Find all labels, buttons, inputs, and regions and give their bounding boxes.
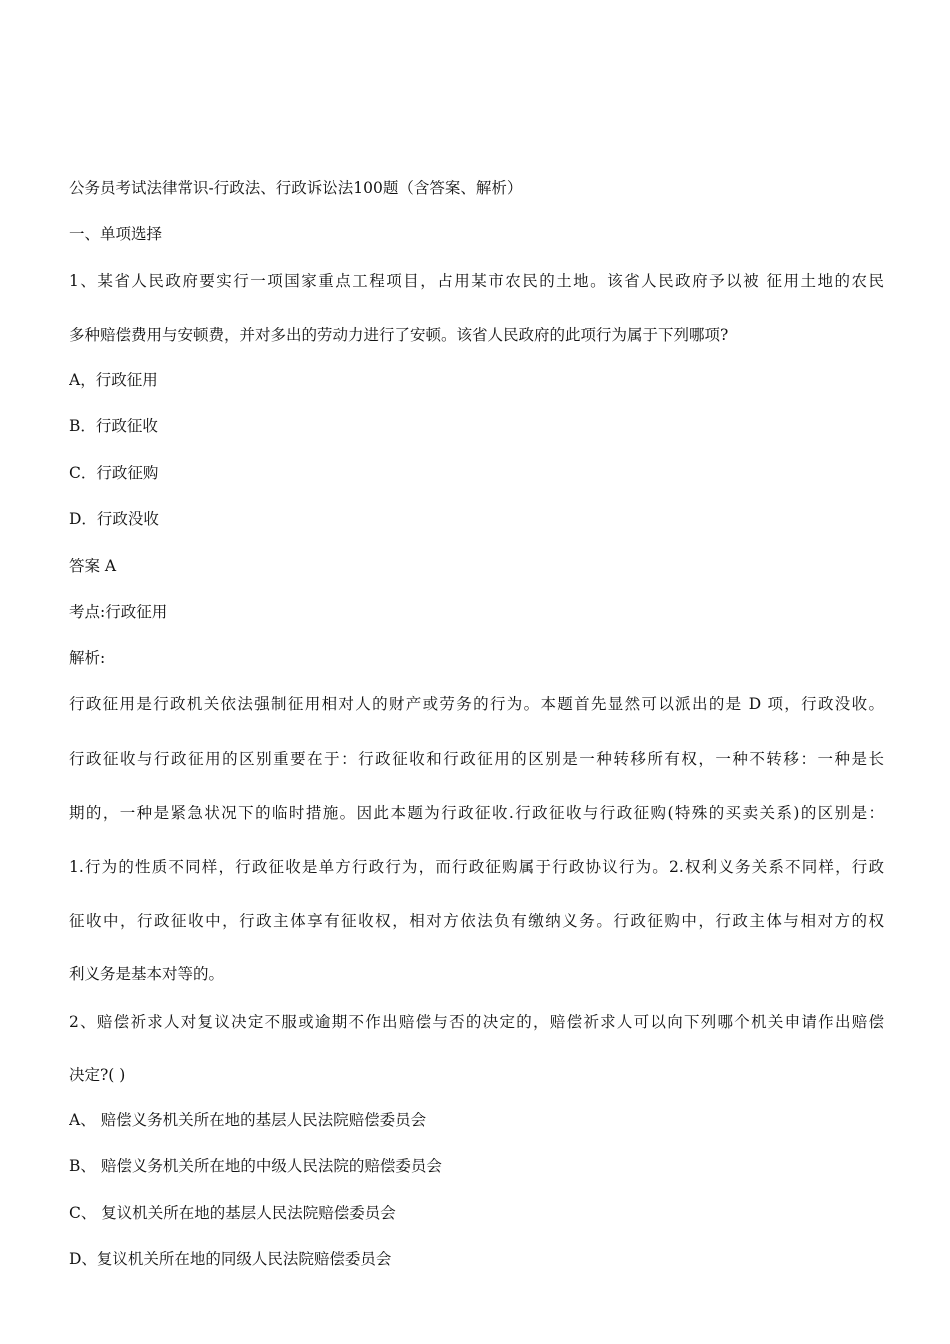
document-title: 公务员考试法律常识-行政法、行政诉讼法100题（含答案、解析）	[69, 179, 523, 197]
question-2-option-c: C、 复议机关所在地的基层人民法院赔偿委员会	[69, 1204, 396, 1222]
question-1-analysis-line-4: 1.行为的性质不同样，行政征收是单方行政行为，而行政征购属于行政协议行为。2.权利义务关系不同样，行政	[69, 858, 884, 876]
question-1-stem-line-1: 1、某省人民政府要实行一项国家重点工程项目，占用某市农民的土地。该省人民政府予以被 征用土地的农民	[69, 272, 884, 290]
question-1-analysis-line-1: 行政征用是行政机关依法强制征用相对人的财产或劳务的行为。本题首先显然可以派出的是 D 项，行政没收。	[69, 695, 884, 713]
question-2-option-b: B、 赔偿义务机关所在地的中级人民法院的赔偿委员会	[69, 1157, 442, 1175]
question-1-analysis-label: 解析:	[69, 649, 106, 667]
question-1-option-a: A，行政征用	[69, 371, 158, 389]
question-1-stem-line-2: 多种赔偿费用与安顿费，并对多出的劳动力进行了安顿。该省人民政府的此项行为属于下列哪项?	[69, 326, 729, 344]
question-1-analysis-line-6: 利义务是基本对等的。	[69, 965, 225, 983]
question-2-option-a: A、 赔偿义务机关所在地的基层人民法院赔偿委员会	[69, 1111, 427, 1129]
question-2-stem-line-2: 决定?( )	[69, 1066, 126, 1084]
question-2-option-d: D、复议机关所在地的同级人民法院赔偿委员会	[69, 1250, 392, 1268]
question-1-analysis-line-3: 期的，一种是紧急状况下的临时措施。因此本题为行政征收.行政征收与行政征购(特殊的买卖关系)的区别是：	[69, 804, 884, 822]
question-1-topic: 考点:行政征用	[69, 603, 168, 621]
question-1-option-c: C．行政征购	[69, 464, 159, 482]
section-heading: 一、单项选择	[69, 225, 163, 243]
question-1-option-b: B．行政征收	[69, 417, 158, 435]
question-1-answer: 答案 A	[69, 557, 117, 575]
question-1-analysis-line-5: 征收中，行政征收中，行政主体享有征收权，相对方依法负有缴纳义务。行政征购中，行政主体与相对方的权	[69, 912, 884, 930]
question-1-analysis-line-2: 行政征收与行政征用的区别重要在于：行政征收和行政征用的区别是一种转移所有权，一种不转移：一种是长	[69, 750, 884, 768]
question-2-stem-line-1: 2、赔偿祈求人对复议决定不服或逾期不作出赔偿与否的决定的，赔偿祈求人可以向下列哪个机关申请作出赔偿	[69, 1013, 884, 1031]
question-1-option-d: D．行政没收	[69, 510, 159, 528]
